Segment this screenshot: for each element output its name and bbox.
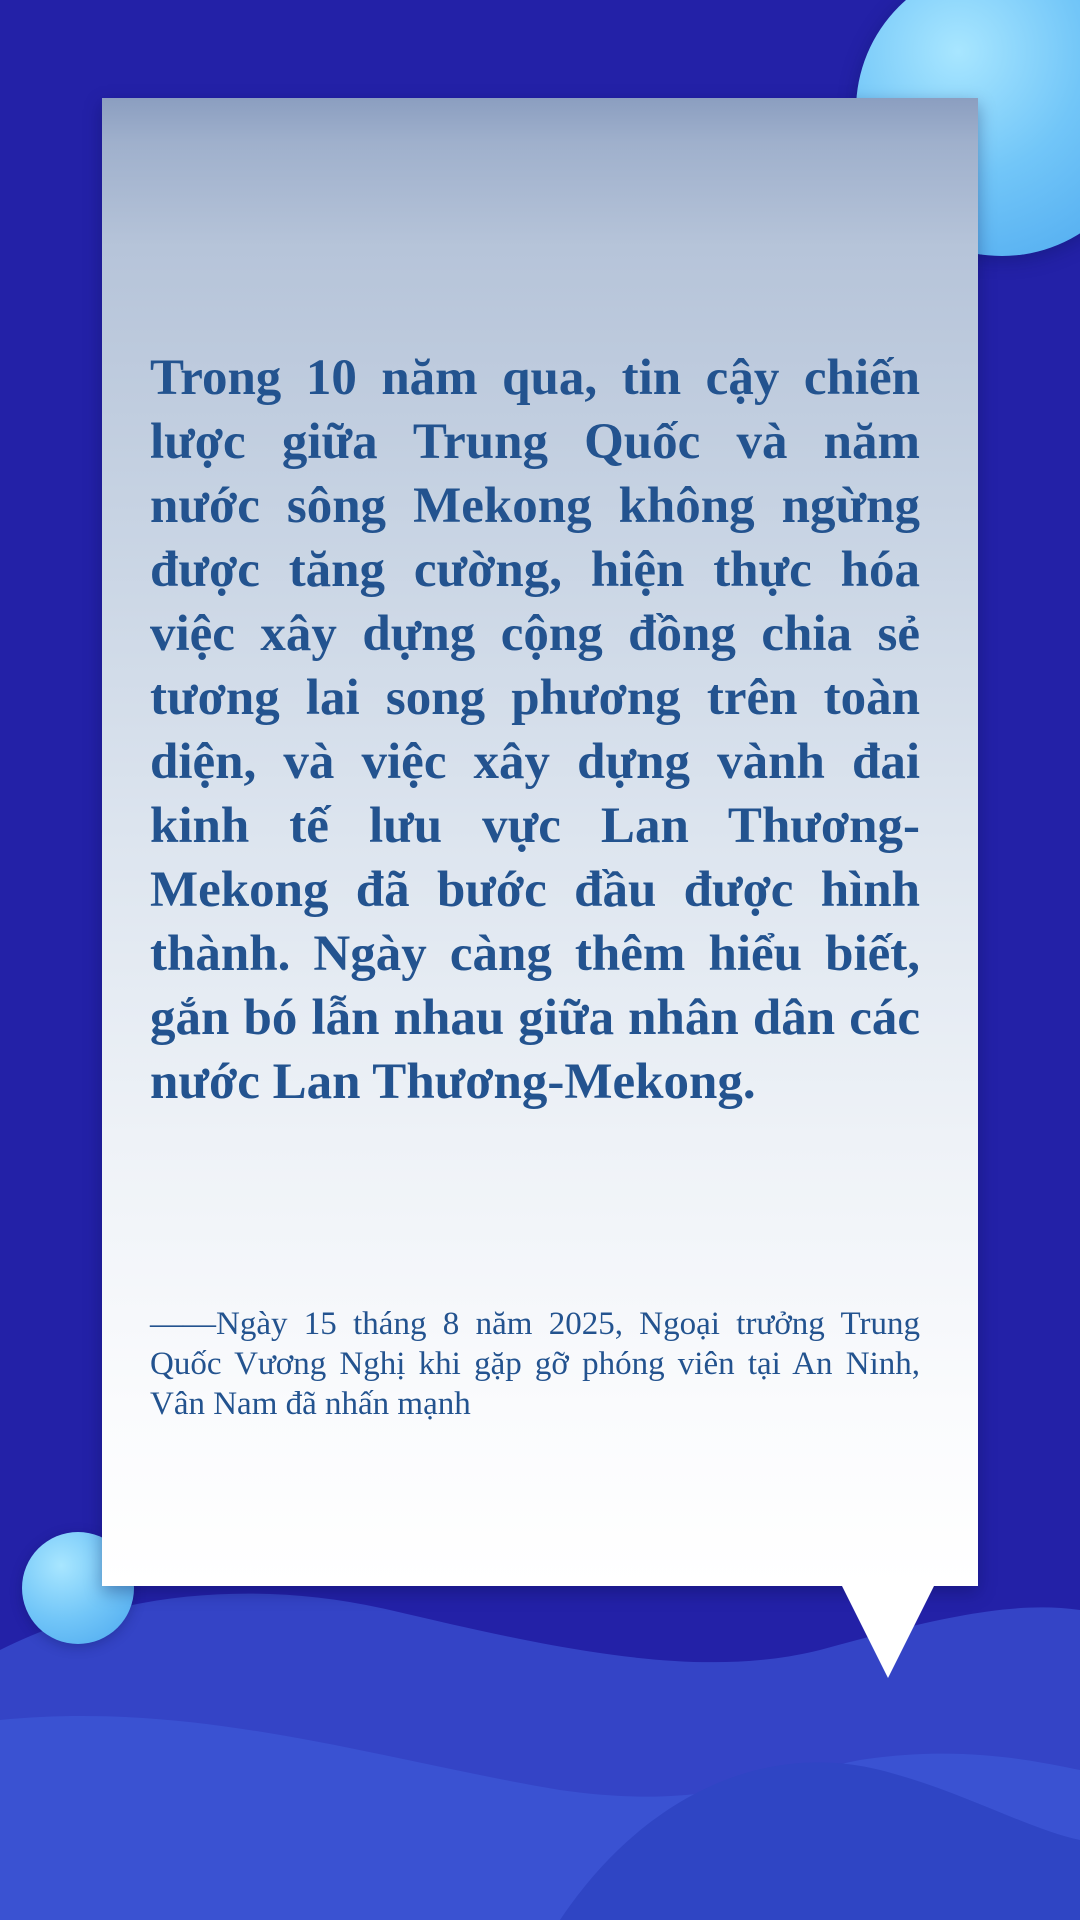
quote-text: Trong 10 năm qua, tin cậy chiến lược giữa Trung Quốc và năm nước sông Mekong không ngừng được tăng cường, hiện thực hóa việc xây dựng cộng đồng chia sẻ tương lai song phương trên toàn diện, và việc xây dựng vành đai kinh tế lưu vực Lan Thương-Mekong đã bước đầu được hình thành. Ngày càng thêm hiểu biết, gắn bó lẫn nhau giữa nhân dân các nước Lan Thương-Mekong. <box>150 350 920 1110</box>
speech-bubble-tail <box>842 1586 934 1678</box>
quote-card <box>102 98 978 1586</box>
quote-source: ——Ngày 15 tháng 8 năm 2025, Ngoại trưởng Trung Quốc Vương Nghị khi gặp gỡ phóng viên tại An Ninh, Vân Nam đã nhấn mạnh <box>150 1306 920 1422</box>
